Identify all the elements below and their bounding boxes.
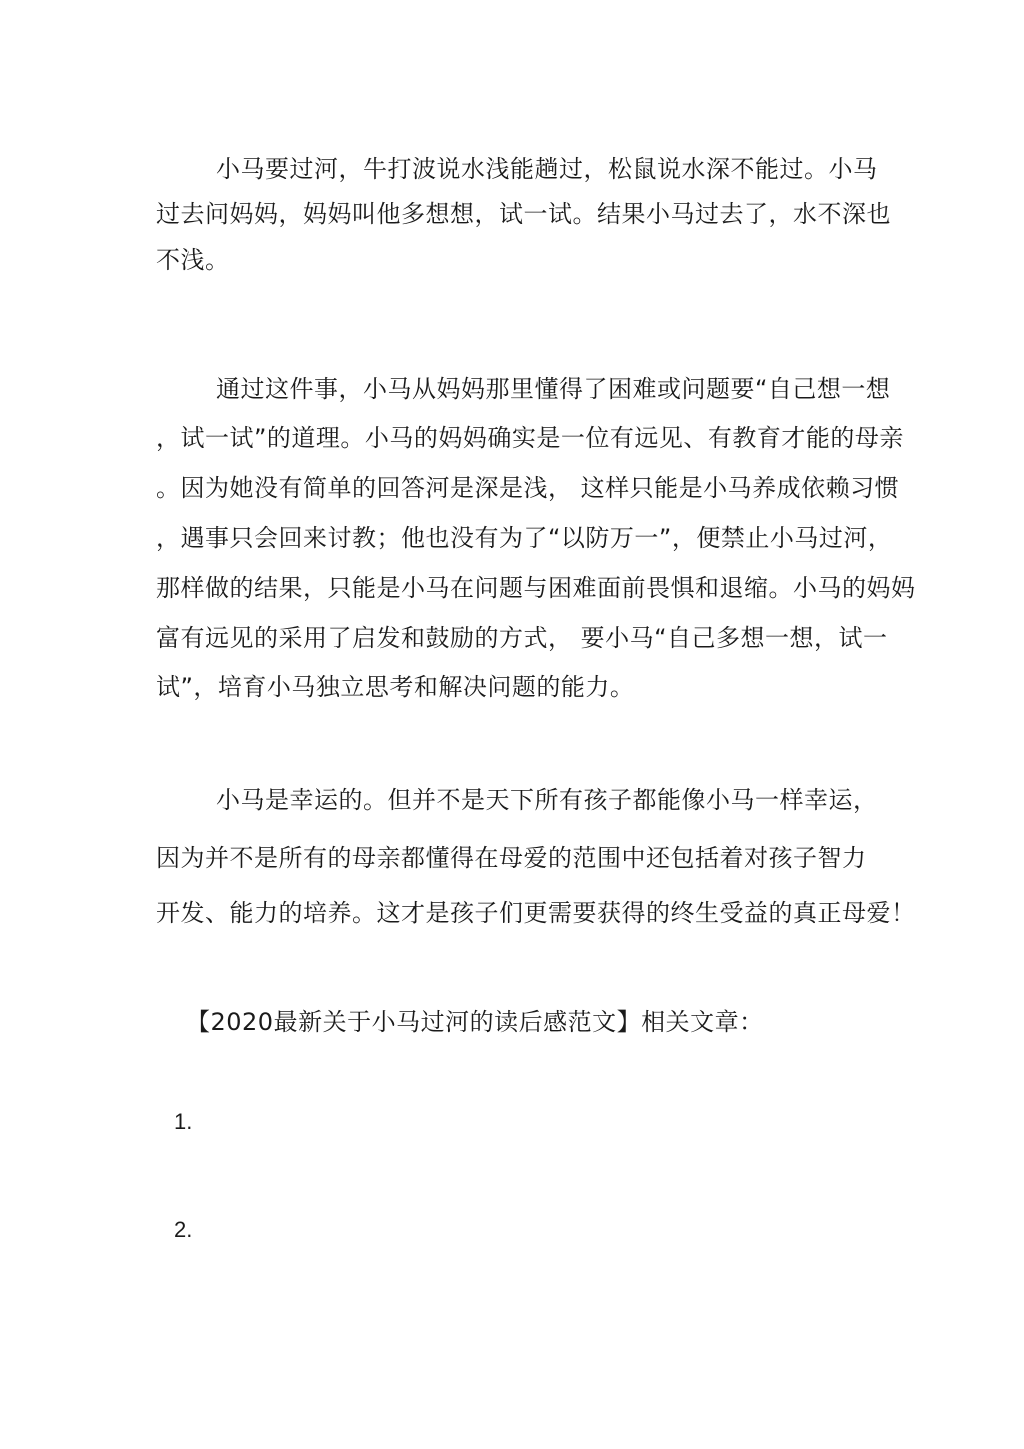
related-articles-heading: 【2020最新关于小马过河的读后感范文】相关文章：	[186, 1008, 764, 1036]
paragraph-1-line-3: 不浅。	[156, 246, 230, 274]
paragraph-3-line-1: 小马是幸运的。但并不是天下所有孩子都能像小马一样幸运，	[216, 786, 878, 814]
paragraph-2-line-6: 富有远见的采用了启发和鼓励的方式， 要小马“自己多想一想，试一	[156, 624, 888, 652]
paragraph-2-line-4: ，遇事只会回来讨教；他也没有为了“以防万一”，便禁止小马过河，	[156, 524, 893, 552]
paragraph-2-line-1: 通过这件事，小马从妈妈那里懂得了困难或问题要“自己想一想	[216, 375, 891, 403]
paragraph-2-line-7: 试”，培育小马独立思考和解决问题的能力。	[156, 673, 635, 701]
paragraph-3-line-2: 因为并不是所有的母亲都懂得在母爱的范围中还包括着对孩子智力	[156, 844, 867, 872]
paragraph-1-line-1: 小马要过河，牛打波说水浅能趟过，松鼠说水深不能过。小马	[216, 155, 878, 183]
paragraph-3-line-3: 开发、能力的培养。这才是孩子们更需要获得的终生受益的真正母爱！	[156, 899, 916, 927]
paragraph-1-line-2: 过去问妈妈，妈妈叫他多想想，试一试。结果小马过去了，水不深也	[156, 200, 891, 228]
related-article-item-1[interactable]: 1.	[174, 1109, 193, 1134]
paragraph-2-line-2: ，试一试”的道理。小马的妈妈确实是一位有远见、有教育才能的母亲	[156, 424, 904, 452]
paragraph-2-line-3: 。因为她没有简单的回答河是深是浅， 这样只能是小马养成依赖习惯	[156, 474, 900, 502]
related-article-item-2[interactable]: 2.	[174, 1217, 193, 1242]
paragraph-2-line-5: 那样做的结果，只能是小马在问题与困难面前畏惧和退缩。小马的妈妈	[156, 574, 916, 602]
